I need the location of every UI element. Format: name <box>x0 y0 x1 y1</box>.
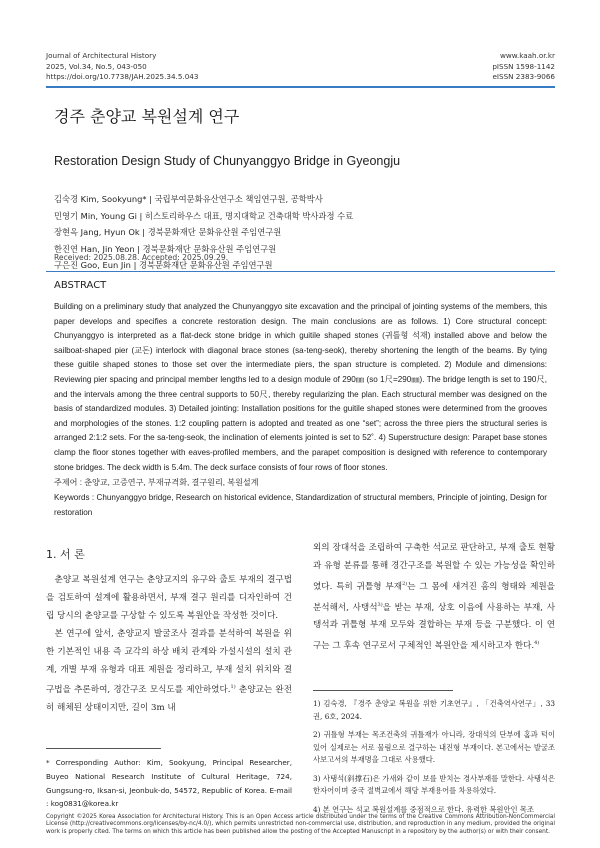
issn-info <box>492 51 555 83</box>
footnote-ref[interactable]: 3) <box>377 601 383 608</box>
paragraph <box>313 540 555 656</box>
author: 김숙경 Kim, Sookyung* | 국립부여문화유산연구소 책임연구원, 공학박사 <box>54 194 323 204</box>
footnote: 1) 김숙경, 『경주 춘양교 복원을 위한 기초연구』, 「건축역사연구」, 33권, 6호, 2024. <box>313 699 555 721</box>
eissn: eISSN 2383-9066 <box>492 72 555 81</box>
footnote-ref[interactable]: 4) <box>534 640 540 647</box>
keywords-korean: 주제어 : 춘양교, 고증연구, 부재규격화, 결구원리, 복원설계 <box>54 478 259 487</box>
paragraph: 춘양교 복원설계 연구는 춘양교지의 유구와 출토 부재의 결구법을 검토하여 설계에 활용하면서, 부재 결구 원리를 디자인하여 건립 당시의 춘양교를 구상할 수 있도록 복원안을 작성한 것이다. <box>46 575 292 621</box>
author: 구은진 Goo, Eun Jin | 경북문화재단 문화유산원 주임연구원 <box>54 260 273 271</box>
footnote-ref[interactable]: 2) <box>402 580 408 587</box>
author: 민영기 Min, Young Gi | 히스토리하우스 대표, 명지대학교 건축대학 박사과정 수료 <box>54 210 354 221</box>
section-heading: 1. 서 론 <box>46 548 85 561</box>
header-rule <box>46 86 555 88</box>
footnote: 3) 사탱석(斜撑石)은 가새와 같이 보를 받치는 경사부재를 말한다. 사탱석은 한자어이며 중국 절벽교에서 해당 부재용어를 차용하였다. <box>313 773 555 795</box>
body-right-column <box>313 540 555 656</box>
paragraph-text: 는 그 몸에 새겨진 홈의 형태와 제원을 분석해서, 사탱석 <box>313 581 555 613</box>
paragraph-text: 을 받는 부재, 상호 이음에 사용하는 부재, 사탱석과 귀틀형 부재 모두와 결합하는 부재 등을 구분했다. 이 연구는 그 후속 연구로서 구체적인 복원안을 제시하고자 한다. <box>313 602 556 652</box>
footnotes <box>313 698 555 822</box>
footnote-separator <box>46 748 161 749</box>
paragraph <box>46 626 292 718</box>
title-korean: 경주 춘양교 복원설계 연구 <box>54 107 240 126</box>
journal-name: Journal of Architectural History <box>46 51 157 60</box>
doi-link[interactable]: https://doi.org/10.7738/JAH.2025.34.5.043 <box>46 72 199 81</box>
received-dates: Received: 2025.08.28. Accepted: 2025.09.29. <box>54 253 229 262</box>
footnote-ref[interactable]: 1) <box>230 684 236 691</box>
copyright-notice: Copyright ©2025 Korea Association for Architectural History. This is an Open Access article distributed under the terms of the Creative Commons Attribution-NonCommercial License (http://creativecommons.org/licenses/by-nc/4.0/), which permits unrestricted non-commercial use, distribution, and reproduction in any medium, provided the original work is properly cited. The terms on which this article has been published allow the posting of the Accepted Manuscript in a repository by the author(s) or with their consent. <box>46 814 555 835</box>
journal-issue: 2025, Vol.34, No.5, 043-050 <box>46 61 147 71</box>
footnote: 4) 본 연구는 석교 복원설계를 중점적으로 한다. 유력한 복원안인 목조 <box>313 804 534 814</box>
body-left-column <box>46 572 292 718</box>
title-english: Restoration Design Study of Chunyanggyo Bridge in Gyeongju <box>54 154 401 168</box>
paragraph-text: 외의 장대석을 조립하여 구축한 석교로 판단하고, 부재 출토 현황과 유형 분류를 통해 경간구조를 복원할 수 있는 가능성을 확인하였다. 특히 귀틀형 부재 <box>313 543 555 592</box>
footnote-separator <box>313 690 453 691</box>
author: 장현옥 Jang, Hyun Ok | 경북문화재단 문화유산원 주임연구원 <box>54 227 282 238</box>
footnote: 2) 귀틀형 부재는 목조건축의 귀틀재가 아니라, 장대석의 단부에 홈과 턱이 있어 실제로는 서로 물림으로 결구하는 내진형 부재이다. 본고에서는 발굴조사보고서의 부재명을 그대로 사용했다. <box>313 730 555 764</box>
abstract-text: Building on a preliminary study that analyzed the Chunyanggyo site excavation and the principal of jointing systems of the members, this paper develops and specifies a concrete restoration design. The main conclusions are as follows. 1) Core structural concept: Chunyanggyo is interpreted as a flat-deck stone bridge in which guitile shaped stones (귀틀형 석재) installed above and below the sailboat-shaped pier (교돈) interlock with diagonal brace stones (sa-teng-seok), thereby shortening the length of the beams. By tying these guitile shaped stones to those set over the intermediate piers, the span structure is completed. 2) Module and dimensions: Reviewing pier spacing and principal member lengths led to a design module of 290㎜ (so 1尺=290㎜). The bridge length is set to 190尺, and the intervals among the three central supports to 50尺, thereby regularizing the plan. Each structural member was designed on the basis of standardized modules. 3) Detailed jointing: Installation positions for the guitile shaped stones were determined from the grooves and morphologies of the stones. 1:2 coupling pattern is adopted and treated as one “set”; across the three piers the structural series is arranged 2:1:2 sets. For the sa-teng-seok, the inclination of elements jointed is set to 52˚. 4) Superstructure design: Parapet base stones clamp the floor stones together with eaves-profiled members, and the parapet composition is designed with reference to contemporary stone bridges. The deck width is 5.4m. The deck surface consists of four rows of floor stones. <box>54 302 547 472</box>
pissn: pISSN 1598-1142 <box>492 61 555 71</box>
journal-info <box>46 51 198 83</box>
paragraph-text: 본 연구에 앞서, 춘양교지 발굴조사 결과를 분석하여 복원을 위한 기본적인 내용 즉 교각의 하상 배치 관계와 가설시설의 설치 관계, 개별 부재 유형과 대표 제원을 정리하고, 부재 설치 위치와 결구법을 추론하여, 경간구조 모식도를 제안하였다. <box>46 628 292 696</box>
abstract-rule <box>46 271 555 272</box>
author: 한진연 Han, Jin Yeon | 경북문화재단 문화유산원 주임연구원 <box>54 243 277 254</box>
website-link[interactable]: www.kaah.or.kr <box>499 51 555 60</box>
keywords-english: Keywords : Chunyanggyo bridge, Research on historical evidence, Standardization of structural members, Principle of jointing, Design for restoration <box>54 493 547 517</box>
corresponding-author: * Corresponding Author: Kim, Sookyung, Principal Researcher, Buyeo National Research Institute of Cultural Heritage, 724, Gungsung-ro, Iksan-si, Jeonbuk-do, 54572, Republic of Korea. E-mail : kog0831@korea.kr <box>46 758 292 809</box>
keywords <box>54 475 547 520</box>
abstract-heading: ABSTRACT <box>54 280 107 291</box>
paragraph-text: 춘양교는 완전히 해체된 상태이지만, 길이 3m 내 <box>46 685 292 714</box>
